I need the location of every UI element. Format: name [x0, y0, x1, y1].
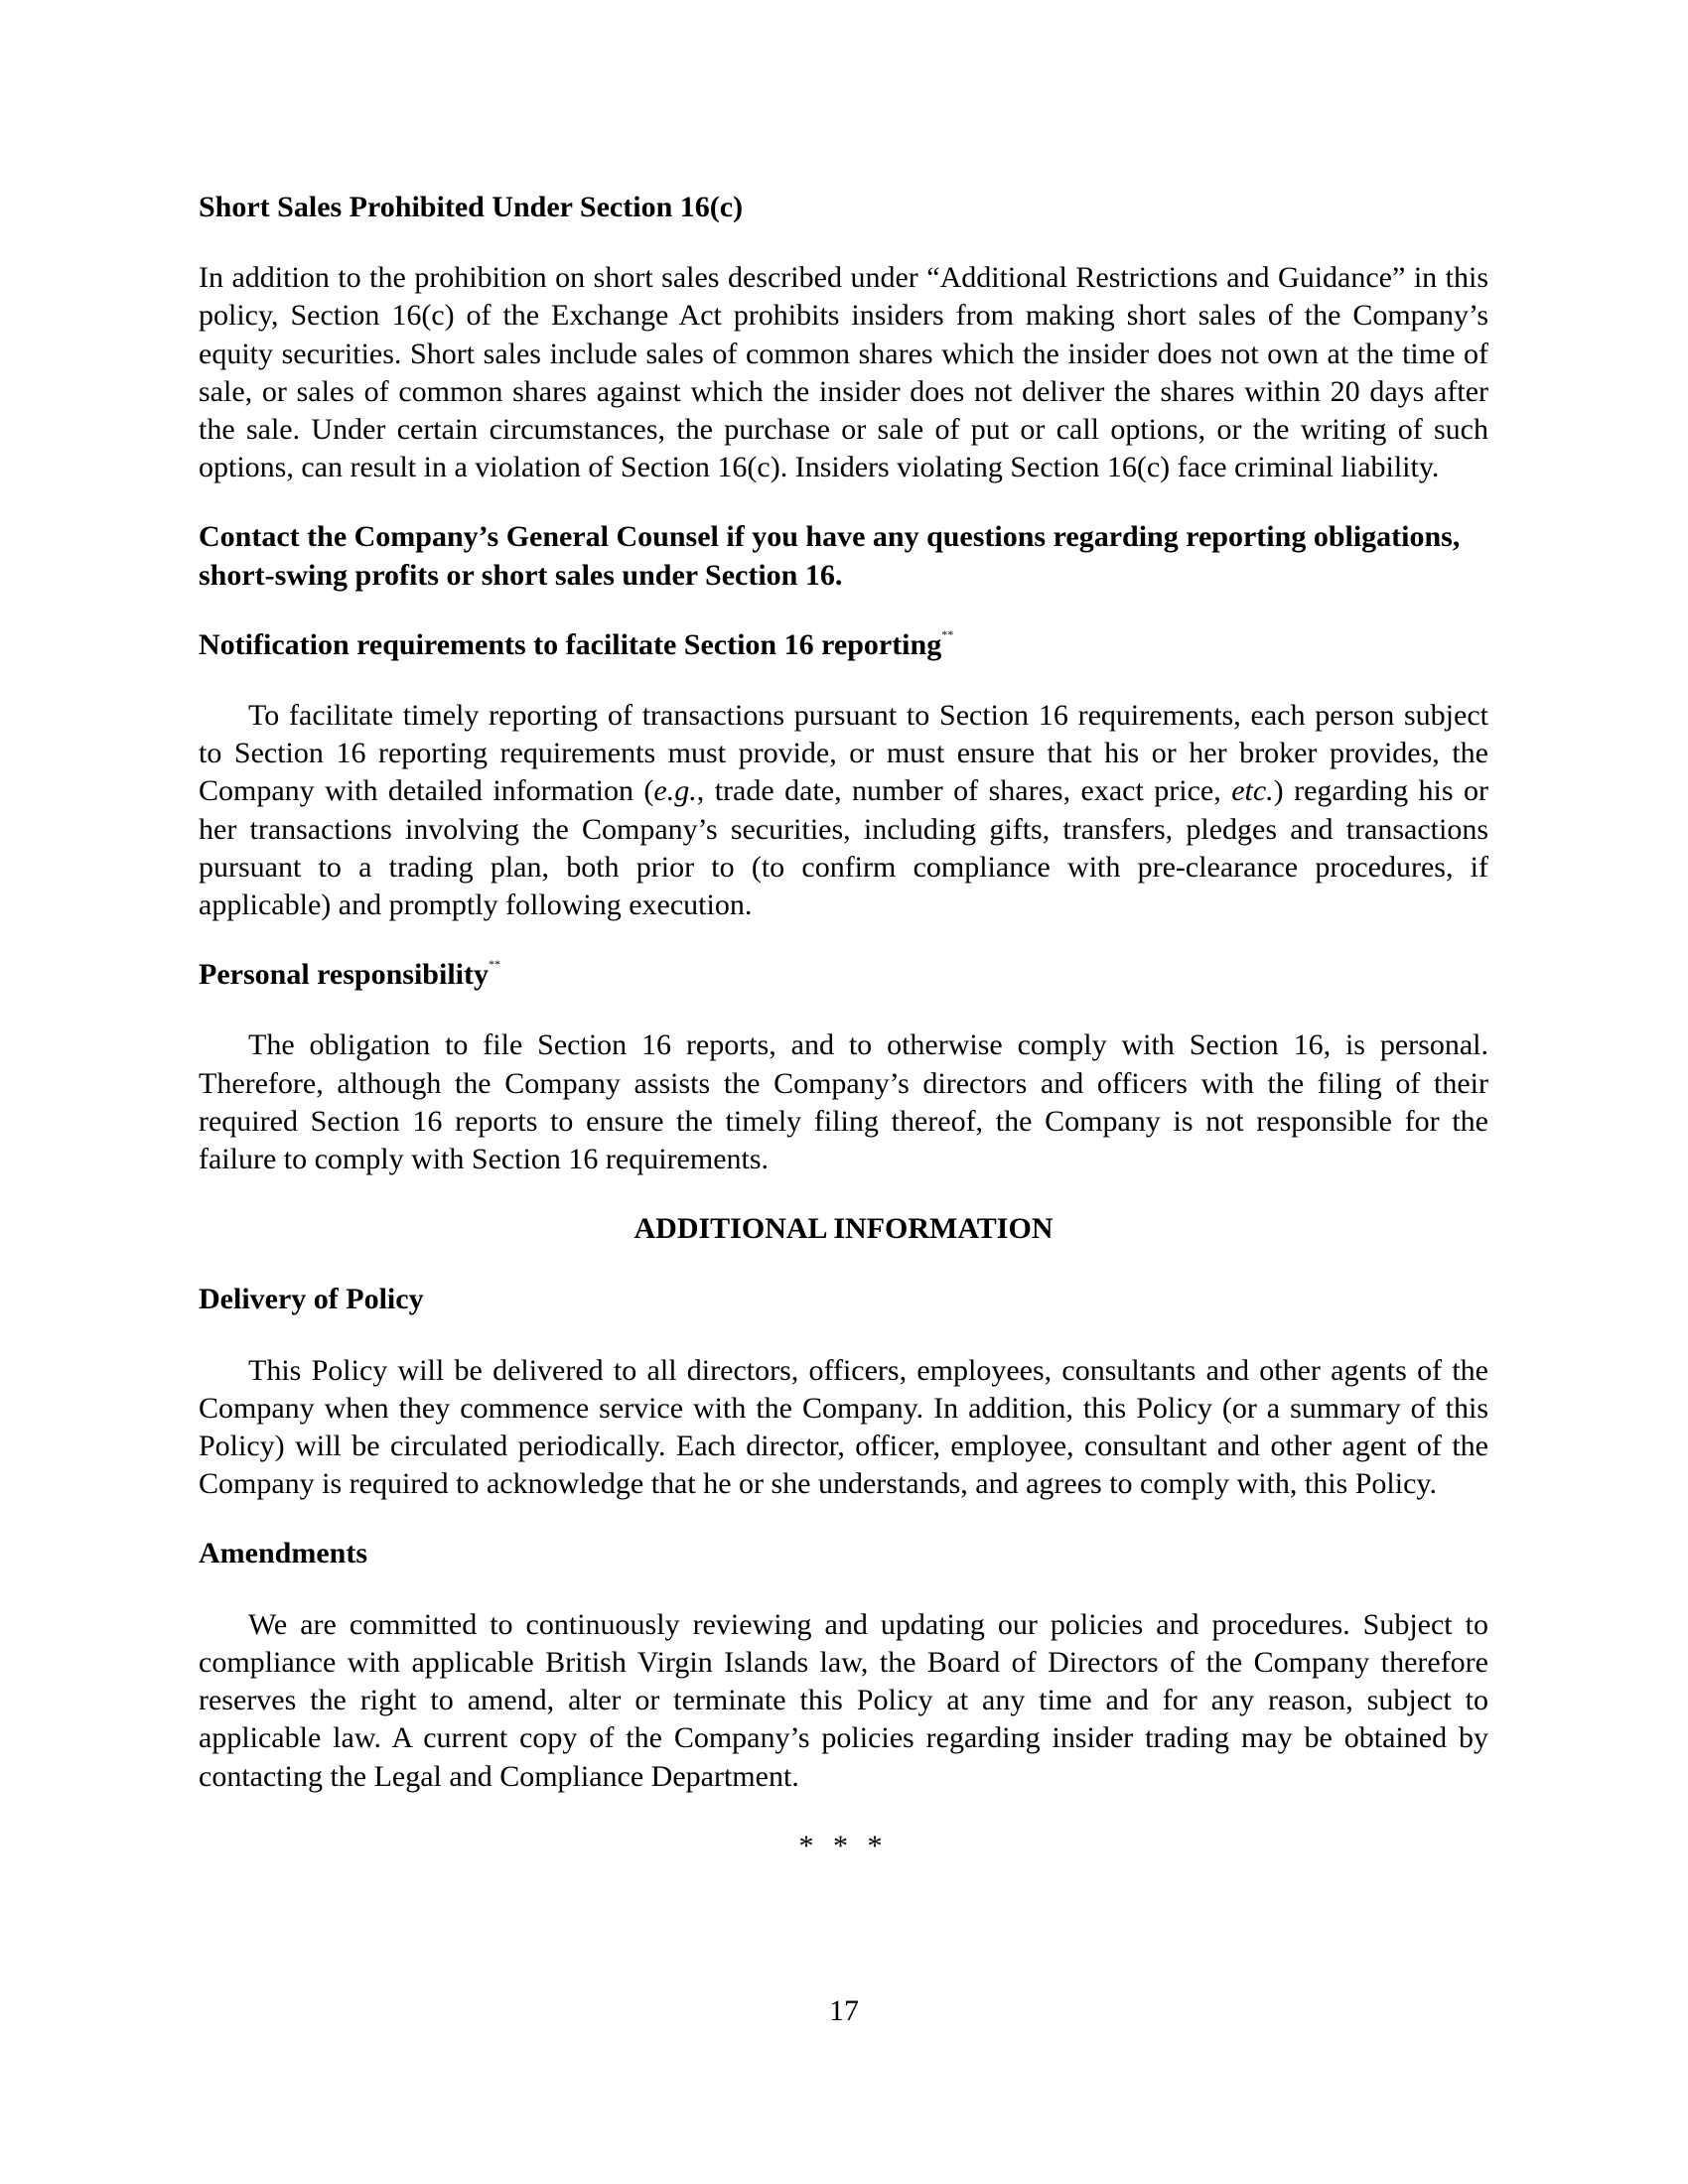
personal-responsibility-heading [199, 956, 1488, 994]
notification-requirements-heading [199, 626, 1488, 664]
notification-requirements-paragraph [199, 697, 1488, 924]
notification-heading-text: Notification requirements to facilitate Section 16 reporting [199, 627, 942, 661]
page-number: 17 [829, 1994, 859, 2027]
notification-text-2: , trade date, number of shares, exact price, [696, 774, 1232, 808]
section-separator: * * * [798, 1829, 889, 1862]
footnote-marker: ** [941, 626, 954, 641]
notification-etc: etc. [1231, 774, 1274, 808]
short-sales-heading: Short Sales Prohibited Under Section 16(c) [199, 191, 744, 223]
personal-responsibility-paragraph: The obligation to file Section 16 reports, and to otherwise comply with Section 16, is personal. Therefore, although the Company assists the Company’s directors and officers with the filing of their required Section 16 reports to ensure the timely filing thereof, the Company is not responsible for the failure to comply with Section 16 requirements. [199, 1028, 1488, 1176]
short-sales-paragraph: In addition to the prohibition on short sales described under “Additional Restrictions and Guidance” in this policy, Section 16(c) of the Exchange Act prohibits insiders from making short sales of the Company’s equity securities. Short sales include sales of common shares which the insider does not own at the time of sale, or sales of common shares against which the insider does not deliver the shares within 20 days after the sale. Under certain circumstances, the purchase or sale of put or call options, or the writing of such options, can result in a violation of Section 16(c). Insiders violating Section 16(c) face criminal liability. [199, 261, 1488, 484]
amendments-paragraph: We are committed to continuously reviewing and updating our policies and procedures. Subject to compliance with applicable British Virgin Islands law, the Board of Directors of the Company therefore reserves the right to amend, alter or terminate this Policy at any time and for any reason, subject to applicable law. A current copy of the Company’s policies regarding insider trading may be obtained by contacting the Legal and Compliance Department. [199, 1607, 1488, 1793]
notification-text-3: ) regarding his or her transactions involving the Company’s securities, including gifts, transfers, pledges and transactions pursuant to a trading plan, both prior to (to confirm compliance with pre-clearance procedures, if applicable) and promptly following execution. [199, 774, 1488, 922]
delivery-of-policy-heading: Delivery of Policy [199, 1283, 424, 1316]
contact-general-counsel-paragraph: Contact the Company’s General Counsel if you have any questions regarding reporting obligations, short-swing profits or short sales under Section 16. [199, 520, 1461, 592]
document-page [199, 189, 1488, 1865]
additional-information-heading: ADDITIONAL INFORMATION [633, 1212, 1054, 1246]
footnote-marker: ** [488, 957, 500, 972]
notification-eg: e.g. [653, 774, 697, 808]
personal-heading-text: Personal responsibility [199, 958, 489, 992]
delivery-of-policy-paragraph: This Policy will be delivered to all directors, officers, employees, consultants and other agents of the Company when they commence service with the Company. In addition, this Policy (or a summary of this Policy) will be circulated periodically. Each director, officer, employee, consultant and other agent of the Company is required to acknowledge that he or she understands, and agrees to comply with, this Policy. [199, 1353, 1488, 1501]
amendments-heading: Amendments [199, 1537, 367, 1570]
notification-text-1: To facilitate timely reporting of transactions pursuant to Section 16 requirements, each person subject to Section 16 reporting requirements must provide, or must ensure that his or her broker provides, the Company with detailed information ( [199, 699, 1488, 808]
